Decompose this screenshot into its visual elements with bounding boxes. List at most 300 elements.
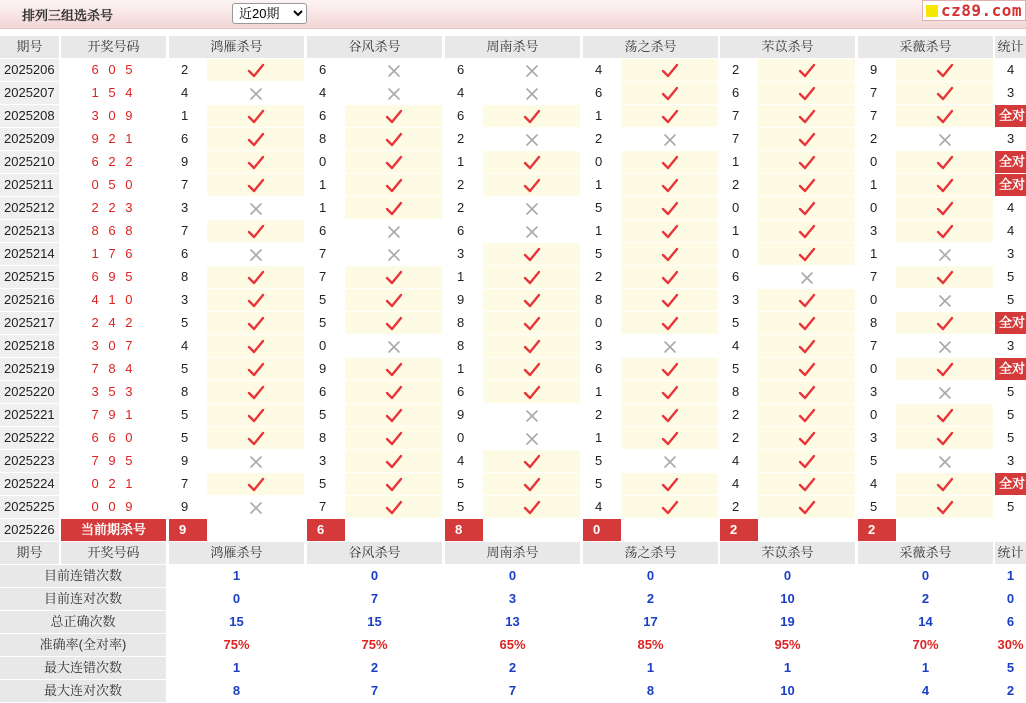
draw-number-cell: 3 0 7 — [61, 335, 166, 357]
kill-digit-cell: 0 — [858, 358, 896, 380]
current-kill-digit: 2 — [720, 519, 758, 541]
check-icon — [523, 454, 541, 470]
kill-digit-cell: 4 — [169, 82, 207, 104]
miss-mark-cell — [896, 128, 993, 150]
miss-mark-cell — [896, 381, 993, 403]
miss-mark-cell — [483, 220, 580, 242]
check-icon — [247, 385, 265, 401]
miss-mark-cell — [483, 82, 580, 104]
hit-mark-cell — [483, 358, 580, 380]
hit-mark-cell — [207, 335, 304, 357]
check-icon — [661, 247, 679, 263]
kill-digit-cell: 5 — [307, 404, 345, 426]
draw-number-cell: 9 2 1 — [61, 128, 166, 150]
check-icon — [247, 63, 265, 79]
kill-digit-cell: 3 — [583, 335, 621, 357]
check-icon — [247, 339, 265, 355]
check-icon — [523, 362, 541, 378]
hit-mark-cell — [896, 496, 993, 518]
summary-stat: 30% — [995, 634, 1026, 656]
kill-digit-cell: 4 — [583, 59, 621, 81]
check-icon — [661, 500, 679, 516]
kill-digit-cell: 9 — [169, 450, 207, 472]
check-icon — [661, 385, 679, 401]
kill-digit-cell: 0 — [720, 197, 758, 219]
hit-mark-cell — [483, 496, 580, 518]
miss-mark-cell — [345, 82, 442, 104]
hit-mark-cell — [621, 266, 718, 288]
kill-digit-cell: 0 — [858, 151, 896, 173]
hit-mark-cell — [345, 404, 442, 426]
check-icon — [936, 224, 954, 240]
kill-digit-cell: 1 — [445, 151, 483, 173]
period-cell: 2025225 — [0, 496, 59, 518]
kill-digit-cell: 5 — [445, 496, 483, 518]
check-icon — [798, 339, 816, 355]
check-icon — [798, 408, 816, 424]
summary-value: 2 — [307, 657, 442, 679]
check-icon — [247, 132, 265, 148]
hit-mark-cell — [758, 59, 855, 81]
draw-number-cell: 0 5 0 — [61, 174, 166, 196]
hit-mark-cell — [207, 404, 304, 426]
miss-mark-cell — [483, 197, 580, 219]
summary-value: 2 — [583, 588, 718, 610]
current-blank-cell — [483, 519, 580, 541]
check-icon — [247, 431, 265, 447]
hit-mark-cell — [758, 473, 855, 495]
summary-value: 10 — [720, 588, 855, 610]
kill-digit-cell: 1 — [583, 427, 621, 449]
kill-digit-cell: 2 — [583, 404, 621, 426]
check-icon — [798, 477, 816, 493]
kill-digit-cell: 0 — [445, 427, 483, 449]
kill-digit-cell: 1 — [858, 243, 896, 265]
kill-digit-cell: 0 — [307, 151, 345, 173]
hit-mark-cell — [896, 174, 993, 196]
check-icon — [661, 316, 679, 332]
hit-mark-cell — [207, 174, 304, 196]
draw-number-cell: 3 5 3 — [61, 381, 166, 403]
hit-mark-cell — [758, 105, 855, 127]
kill-digit-cell: 6 — [445, 59, 483, 81]
hit-mark-cell — [483, 289, 580, 311]
current-kill-digit: 9 — [169, 519, 207, 541]
kill-digit-cell: 6 — [307, 105, 345, 127]
check-icon — [798, 362, 816, 378]
hit-mark-cell — [207, 473, 304, 495]
kill-digit-cell: 1 — [858, 174, 896, 196]
kill-digit-cell: 3 — [169, 197, 207, 219]
kill-digit-cell: 7 — [858, 266, 896, 288]
miss-mark-cell — [483, 128, 580, 150]
cross-icon — [385, 339, 403, 355]
hit-mark-cell — [345, 473, 442, 495]
summary-value: 1 — [720, 657, 855, 679]
hit-mark-cell — [896, 220, 993, 242]
summary-value: 70% — [858, 634, 993, 656]
draw-number-cell: 7 9 5 — [61, 450, 166, 472]
kill-digit-cell: 6 — [583, 358, 621, 380]
summary-header-method-2: 谷风杀号 — [307, 542, 442, 564]
current-blank-cell — [758, 519, 855, 541]
check-icon — [936, 178, 954, 194]
hit-mark-cell — [345, 450, 442, 472]
kill-digit-cell: 8 — [307, 427, 345, 449]
summary-value: 0 — [583, 565, 718, 587]
hit-mark-cell — [345, 496, 442, 518]
hit-mark-cell — [345, 197, 442, 219]
kill-digit-cell: 2 — [445, 197, 483, 219]
hit-mark-cell — [621, 473, 718, 495]
check-icon — [661, 155, 679, 171]
stat-cell: 3 — [995, 450, 1026, 472]
kill-digit-cell: 3 — [445, 243, 483, 265]
miss-mark-cell — [345, 243, 442, 265]
stat-cell: 全对 — [995, 151, 1026, 173]
stat-cell: 4 — [995, 197, 1026, 219]
cross-icon — [523, 201, 541, 217]
kill-digit-cell: 4 — [445, 82, 483, 104]
miss-mark-cell — [758, 266, 855, 288]
check-icon — [936, 86, 954, 102]
hit-mark-cell — [483, 473, 580, 495]
miss-mark-cell — [345, 335, 442, 357]
hit-mark-cell — [207, 358, 304, 380]
kill-digit-cell: 6 — [169, 243, 207, 265]
page-title: 排列三组选杀号 — [22, 8, 114, 23]
hit-mark-cell — [621, 312, 718, 334]
kill-digit-cell: 7 — [307, 496, 345, 518]
period-cell: 2025214 — [0, 243, 59, 265]
current-blank-cell — [896, 519, 993, 541]
kill-digit-cell: 5 — [169, 404, 207, 426]
kill-digit-cell: 7 — [169, 220, 207, 242]
kill-digit-cell: 2 — [720, 59, 758, 81]
hit-mark-cell — [758, 197, 855, 219]
kill-digit-cell: 0 — [858, 197, 896, 219]
stat-cell: 5 — [995, 404, 1026, 426]
kill-digit-cell: 6 — [445, 105, 483, 127]
summary-value: 2 — [445, 657, 580, 679]
kill-digit-cell: 3 — [858, 220, 896, 242]
header-method-5: 芣苡杀号 — [720, 36, 855, 58]
summary-label: 目前连对次数 — [0, 588, 166, 610]
period-cell: 2025209 — [0, 128, 59, 150]
check-icon — [247, 408, 265, 424]
hit-mark-cell — [758, 404, 855, 426]
current-period-cell: 2025226 — [0, 519, 59, 541]
period-cell: 2025223 — [0, 450, 59, 472]
check-icon — [798, 178, 816, 194]
cross-icon — [247, 86, 265, 102]
check-icon — [936, 63, 954, 79]
check-icon — [936, 201, 954, 217]
cross-icon — [247, 201, 265, 217]
period-cell: 2025216 — [0, 289, 59, 311]
summary-value: 7 — [307, 588, 442, 610]
draw-number-cell: 0 2 1 — [61, 473, 166, 495]
logo-text: cz89.com — [941, 1, 1023, 20]
hit-mark-cell — [483, 174, 580, 196]
cross-icon — [936, 293, 954, 309]
hit-mark-cell — [207, 427, 304, 449]
current-kill-digit: 6 — [307, 519, 345, 541]
check-icon — [936, 500, 954, 516]
kill-digit-cell: 5 — [307, 473, 345, 495]
draw-number-cell: 2 2 3 — [61, 197, 166, 219]
kill-digit-cell: 6 — [307, 220, 345, 242]
check-icon — [661, 293, 679, 309]
summary-stat: 1 — [995, 565, 1026, 587]
check-icon — [523, 247, 541, 263]
period-cell: 2025215 — [0, 266, 59, 288]
period-cell: 2025206 — [0, 59, 59, 81]
hit-mark-cell — [896, 404, 993, 426]
cross-icon — [385, 86, 403, 102]
miss-mark-cell — [207, 496, 304, 518]
check-icon — [936, 362, 954, 378]
check-icon — [385, 408, 403, 424]
kill-digit-cell: 2 — [720, 404, 758, 426]
miss-mark-cell — [621, 450, 718, 472]
check-icon — [385, 270, 403, 286]
check-icon — [936, 155, 954, 171]
kill-digit-cell: 1 — [720, 151, 758, 173]
kill-digit-cell: 4 — [583, 496, 621, 518]
draw-number-cell: 1 5 4 — [61, 82, 166, 104]
current-label-cell: 当前期杀号 — [61, 519, 166, 541]
cross-icon — [385, 247, 403, 263]
logo-square-icon — [926, 5, 938, 17]
hit-mark-cell — [345, 381, 442, 403]
check-icon — [798, 454, 816, 470]
kill-digit-cell: 7 — [307, 266, 345, 288]
draw-number-cell: 0 0 9 — [61, 496, 166, 518]
kill-digit-cell: 1 — [720, 220, 758, 242]
check-icon — [247, 155, 265, 171]
hit-mark-cell — [621, 381, 718, 403]
period-select[interactable] — [232, 3, 307, 24]
kill-digit-cell: 6 — [720, 266, 758, 288]
site-logo[interactable] — [922, 0, 1026, 21]
check-icon — [385, 454, 403, 470]
summary-value: 0 — [307, 565, 442, 587]
stat-cell: 5 — [995, 427, 1026, 449]
summary-value: 8 — [169, 680, 304, 702]
summary-stat: 2 — [995, 680, 1026, 702]
hit-mark-cell — [621, 174, 718, 196]
hit-mark-cell — [621, 151, 718, 173]
header-method-4: 荡之杀号 — [583, 36, 718, 58]
check-icon — [385, 385, 403, 401]
hit-mark-cell — [758, 450, 855, 472]
check-icon — [936, 270, 954, 286]
summary-value: 7 — [307, 680, 442, 702]
kill-digit-cell: 1 — [583, 105, 621, 127]
kill-digit-cell: 1 — [583, 220, 621, 242]
hit-mark-cell — [621, 427, 718, 449]
kill-digit-cell: 3 — [307, 450, 345, 472]
check-icon — [661, 477, 679, 493]
summary-value: 15 — [169, 611, 304, 633]
kill-digit-cell: 5 — [169, 312, 207, 334]
summary-value: 85% — [583, 634, 718, 656]
header-method-6: 采薇杀号 — [858, 36, 993, 58]
hit-mark-cell — [207, 128, 304, 150]
draw-number-cell: 7 8 4 — [61, 358, 166, 380]
kill-digit-cell: 2 — [858, 128, 896, 150]
check-icon — [798, 224, 816, 240]
stat-cell: 4 — [995, 59, 1026, 81]
kill-digit-cell: 8 — [858, 312, 896, 334]
miss-mark-cell — [621, 335, 718, 357]
kill-digit-cell: 6 — [445, 381, 483, 403]
draw-number-cell: 6 0 5 — [61, 59, 166, 81]
hit-mark-cell — [483, 381, 580, 403]
hit-mark-cell — [896, 312, 993, 334]
period-cell: 2025217 — [0, 312, 59, 334]
hit-mark-cell — [621, 289, 718, 311]
check-icon — [247, 270, 265, 286]
hit-mark-cell — [896, 59, 993, 81]
hit-mark-cell — [345, 358, 442, 380]
kill-digit-cell: 9 — [445, 289, 483, 311]
hit-mark-cell — [621, 220, 718, 242]
summary-value: 8 — [583, 680, 718, 702]
kill-digit-cell: 4 — [307, 82, 345, 104]
cross-icon — [523, 132, 541, 148]
check-icon — [661, 224, 679, 240]
kill-number-table — [0, 36, 1026, 703]
check-icon — [385, 155, 403, 171]
kill-digit-cell: 9 — [169, 496, 207, 518]
hit-mark-cell — [758, 496, 855, 518]
hit-mark-cell — [483, 335, 580, 357]
stat-cell: 5 — [995, 496, 1026, 518]
check-icon — [798, 431, 816, 447]
header-method-1: 鸿雁杀号 — [169, 36, 304, 58]
kill-digit-cell: 0 — [307, 335, 345, 357]
top-bar — [0, 0, 1026, 29]
current-stat-blank — [995, 519, 1026, 541]
summary-value: 1 — [583, 657, 718, 679]
kill-digit-cell: 7 — [858, 82, 896, 104]
period-cell: 2025222 — [0, 427, 59, 449]
kill-digit-cell: 6 — [445, 220, 483, 242]
hit-mark-cell — [345, 312, 442, 334]
miss-mark-cell — [896, 243, 993, 265]
hit-mark-cell — [758, 128, 855, 150]
summary-value: 0 — [720, 565, 855, 587]
kill-digit-cell: 8 — [583, 289, 621, 311]
hit-mark-cell — [896, 105, 993, 127]
hit-mark-cell — [758, 289, 855, 311]
cross-icon — [661, 454, 679, 470]
cross-icon — [661, 339, 679, 355]
current-blank-cell — [207, 519, 304, 541]
kill-digit-cell: 7 — [858, 335, 896, 357]
check-icon — [936, 431, 954, 447]
summary-value: 1 — [169, 565, 304, 587]
kill-digit-cell: 2 — [720, 496, 758, 518]
check-icon — [385, 178, 403, 194]
hit-mark-cell — [758, 220, 855, 242]
hit-mark-cell — [207, 105, 304, 127]
check-icon — [661, 109, 679, 125]
kill-digit-cell: 1 — [445, 266, 483, 288]
summary-value: 65% — [445, 634, 580, 656]
kill-digit-cell: 0 — [583, 312, 621, 334]
hit-mark-cell — [621, 243, 718, 265]
hit-mark-cell — [758, 427, 855, 449]
kill-digit-cell: 4 — [169, 335, 207, 357]
period-cell: 2025210 — [0, 151, 59, 173]
summary-value: 13 — [445, 611, 580, 633]
hit-mark-cell — [345, 289, 442, 311]
header-stat: 统计 — [995, 36, 1026, 58]
hit-mark-cell — [896, 427, 993, 449]
check-icon — [247, 362, 265, 378]
hit-mark-cell — [345, 105, 442, 127]
check-icon — [661, 408, 679, 424]
summary-label: 目前连错次数 — [0, 565, 166, 587]
summary-value: 1 — [858, 657, 993, 679]
miss-mark-cell — [896, 450, 993, 472]
hit-mark-cell — [758, 82, 855, 104]
kill-digit-cell: 6 — [307, 59, 345, 81]
check-icon — [661, 86, 679, 102]
summary-stat: 0 — [995, 588, 1026, 610]
cross-icon — [247, 247, 265, 263]
kill-digit-cell: 7 — [720, 105, 758, 127]
hit-mark-cell — [207, 59, 304, 81]
kill-digit-cell: 5 — [307, 289, 345, 311]
kill-digit-cell: 4 — [858, 473, 896, 495]
hit-mark-cell — [345, 151, 442, 173]
draw-number-cell: 6 2 2 — [61, 151, 166, 173]
period-cell: 2025208 — [0, 105, 59, 127]
check-icon — [385, 500, 403, 516]
current-kill-digit: 0 — [583, 519, 621, 541]
miss-mark-cell — [483, 404, 580, 426]
summary-header-stat: 统计 — [995, 542, 1026, 564]
hit-mark-cell — [483, 151, 580, 173]
cross-icon — [523, 408, 541, 424]
kill-digit-cell: 3 — [858, 381, 896, 403]
kill-digit-cell: 2 — [720, 174, 758, 196]
check-icon — [523, 109, 541, 125]
kill-digit-cell: 2 — [720, 427, 758, 449]
check-icon — [385, 316, 403, 332]
hit-mark-cell — [758, 335, 855, 357]
kill-digit-cell: 6 — [720, 82, 758, 104]
summary-label: 准确率(全对率) — [0, 634, 166, 656]
summary-value: 1 — [169, 657, 304, 679]
summary-stat: 6 — [995, 611, 1026, 633]
check-icon — [798, 86, 816, 102]
kill-digit-cell: 1 — [169, 105, 207, 127]
draw-number-cell: 1 7 6 — [61, 243, 166, 265]
stat-cell: 3 — [995, 243, 1026, 265]
hit-mark-cell — [758, 381, 855, 403]
summary-header-method-4: 荡之杀号 — [583, 542, 718, 564]
hit-mark-cell — [896, 266, 993, 288]
kill-digit-cell: 2 — [445, 128, 483, 150]
check-icon — [798, 132, 816, 148]
kill-digit-cell: 0 — [858, 404, 896, 426]
check-icon — [247, 316, 265, 332]
